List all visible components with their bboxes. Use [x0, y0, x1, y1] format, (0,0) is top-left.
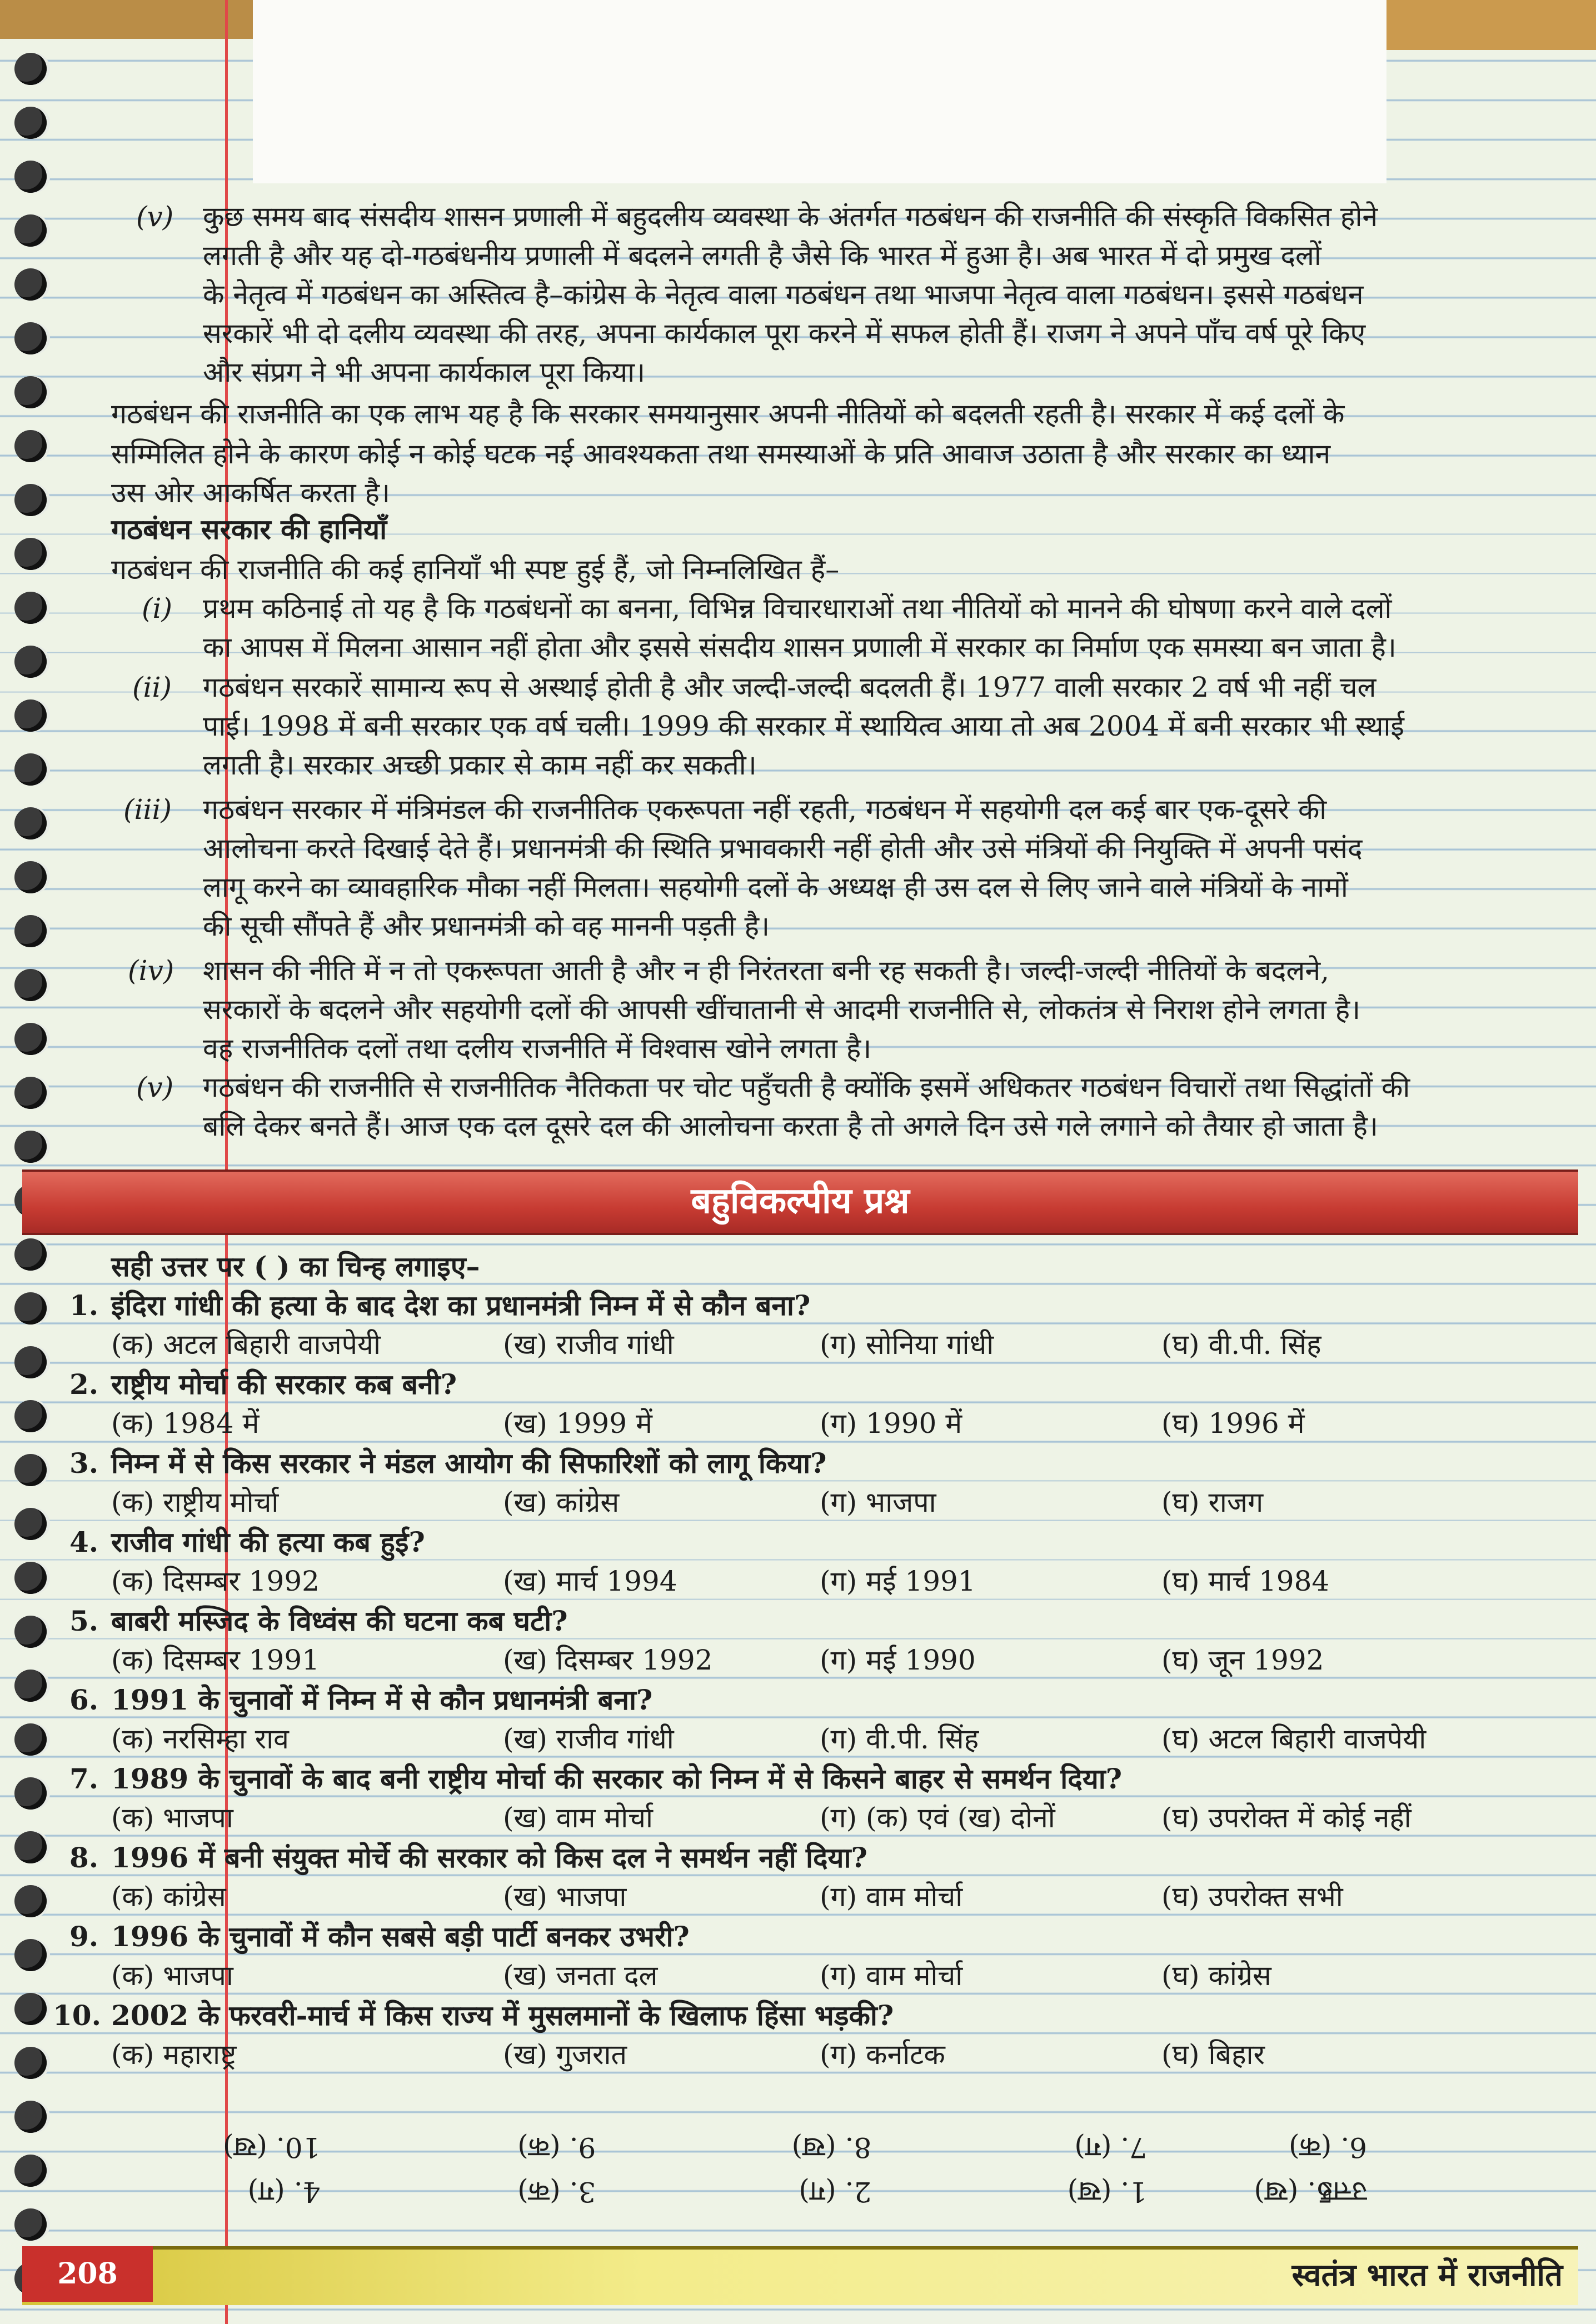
binding-hole [14, 53, 47, 85]
question-number: 10. [53, 1999, 101, 2032]
binding-hole [14, 1454, 47, 1486]
answer-option: (ग) कर्नाटक [820, 2038, 945, 2071]
binding-hole [14, 915, 47, 947]
binding-hole [14, 1670, 47, 1702]
answer-option: (ख) राजीव गांधी [503, 1328, 674, 1361]
answer: 9. (क) [517, 2131, 596, 2163]
item-number: (iv) [128, 954, 174, 987]
text-line: कुछ समय बाद संसदीय शासन प्रणाली में बहुदलीय व्यवस्था के अंतर्गत गठबंधन की राजनीति की संस्कृति विकसित होने [203, 201, 1378, 233]
binding-hole [14, 1346, 47, 1378]
answer-row [89, 2128, 1367, 2167]
answer: 4. (ग) [247, 2176, 321, 2208]
mcq-title: बहुविकल्पीय प्रश्न [691, 1180, 910, 1222]
binding-hole [14, 268, 47, 301]
answer: 5. (ख) [1254, 2176, 1334, 2208]
answer-option: (घ) वी.पी. सिंह [1161, 1328, 1321, 1361]
binding-hole [14, 861, 47, 893]
answer-option: (ग) मई 1991 [820, 1565, 976, 1597]
question-text: 1989 के चुनावों के बाद बनी राष्ट्रीय मोर्चा की सरकार को निम्न में से किसने बाहर से समर्थन दिया? [111, 1762, 1122, 1795]
binding-hole [14, 376, 47, 408]
question-text: 1996 में बनी संयुक्त मोर्चे की सरकार को किस दल ने समर्थन नहीं दिया? [111, 1841, 867, 1874]
mcq-banner [22, 1170, 1578, 1235]
text-line: लगती है। सरकार अच्छी प्रकार से काम नहीं कर सकती। [203, 749, 757, 781]
binding-hole [14, 646, 47, 678]
binding-hole [14, 2047, 47, 2079]
answer-option: (ख) मार्च 1994 [503, 1565, 677, 1597]
answer: 10. (ख) [223, 2131, 321, 2163]
question-text: 1996 के चुनावों में कौन सबसे बड़ी पार्टी बनकर उभरी? [111, 1920, 690, 1953]
answer-option: (क) भाजपा [111, 1802, 233, 1834]
answer-option: (क) 1984 में [111, 1407, 260, 1440]
answer-option: (ख) भाजपा [503, 1881, 627, 1913]
binding-hole [14, 807, 47, 839]
answer-option: (ग) भाजपा [820, 1486, 936, 1518]
binding-hole [14, 1023, 47, 1055]
binding-hole [14, 538, 47, 570]
answer-option: (घ) उपरोक्त में कोई नहीं [1161, 1802, 1412, 1834]
answer-option: (घ) मार्च 1984 [1161, 1565, 1330, 1597]
book-title: स्वतंत्र भारत में राजनीति [1291, 2257, 1563, 2293]
question-text: 1991 के चुनावों में निम्न में से कौन प्रधानमंत्री बना? [111, 1683, 653, 1716]
answer-option: (क) राष्ट्रीय मोर्चा [111, 1486, 279, 1518]
item-number: (i) [142, 592, 173, 624]
binding-hole [14, 1131, 47, 1163]
binding-hole [14, 1831, 47, 1863]
answer-option: (ख) गुजरात [503, 2038, 627, 2071]
question-number: 5. [69, 1605, 99, 1637]
binding-hole [14, 1400, 47, 1432]
binding-hole [14, 107, 47, 139]
answer: 7. (ग) [1074, 2131, 1148, 2163]
question-text: बाबरी मस्जिद के विध्वंस की घटना कब घटी? [111, 1605, 568, 1637]
binding-hole [14, 214, 47, 247]
binding-hole [14, 1723, 47, 1756]
answer-option: (घ) उपरोक्त सभी [1161, 1881, 1343, 1913]
binding-hole [14, 1885, 47, 1917]
text-line: सरकारों के बदलने और सहयोगी दलों की आपसी खींचातानी से आदमी राजनीति से, लोकतंत्र से निराश होने लगता है। [203, 993, 1361, 1026]
answer-option: (क) अटल बिहारी वाजपेयी [111, 1328, 381, 1361]
text-line: और संप्रग ने भी अपना कार्यकाल पूरा किया। [203, 356, 646, 388]
answer-option: (क) दिसम्बर 1991 [111, 1644, 320, 1676]
item-number: (ii) [132, 671, 172, 703]
question-number: 8. [69, 1841, 99, 1874]
answer-option: (ख) दिसम्बर 1992 [503, 1644, 713, 1676]
top-right-tape [1386, 0, 1596, 50]
answer-option: (ख) कांग्रेस [503, 1486, 620, 1518]
binding-hole [14, 2208, 47, 2241]
page-number: 208 [22, 2246, 153, 2302]
question-number: 4. [69, 1526, 99, 1558]
text-line: का आपस में मिलना आसान नहीं होता और इससे संसदीय शासन प्रणाली में सरकार का निर्माण एक समस्या बन जाता है। [203, 631, 1397, 663]
text-line: गठबंधन सरकार में मंत्रिमंडल की राजनीतिक एकरूपता नहीं रहती, गठबंधन में सहयोगी दल कई बार एक-दूसरे की [203, 793, 1327, 826]
answer-row-tail [1167, 2172, 1334, 2211]
question-text: निम्न में से किस सरकार ने मंडल आयोग की सिफारिशों को लागू किया? [111, 1447, 827, 1480]
text-line: आलोचना करते दिखाई देते हैं। प्रधानमंत्री की स्थिति प्रभावकारी नहीं होती और उसे मंत्रियों की नियुक्ति में अपनी पसंद [203, 832, 1363, 864]
question-number: 6. [69, 1683, 99, 1716]
binding-hole [14, 161, 47, 193]
question-number: 7. [69, 1762, 99, 1795]
binding-hole [14, 2155, 47, 2187]
answer-option: (ग) 1990 में [820, 1407, 962, 1440]
question-text: इंदिरा गांधी की हत्या के बाद देश का प्रधानमंत्री निम्न में से कौन बना? [111, 1289, 811, 1322]
answer-option: (घ) कांग्रेस [1161, 1960, 1271, 1992]
answer-option: (घ) जून 1992 [1161, 1644, 1324, 1676]
answer-option: (घ) अटल बिहारी वाजपेयी [1161, 1723, 1427, 1755]
mcq-instruction: सही उत्तर पर ( ) का चिन्ह लगाइए– [111, 1250, 480, 1283]
text-line: लगती है और यह दो-गठबंधनीय प्रणाली में बदलने लगती है जैसे कि भारत में हुआ है। अब भारत में दो प्रमुख दलों [203, 239, 1321, 272]
spiral-binding-holes [0, 0, 61, 2324]
answer: 3. (क) [517, 2176, 596, 2208]
text-line: प्रथम कठिनाई तो यह है कि गठबंधनों का बनना, विभिन्न विचारधाराओं तथा नीतियों को मानने की घोषणा करने वाले दलों [203, 592, 1392, 624]
answer-option: (ग) (क) एवं (ख) दोनों [820, 1802, 1055, 1834]
binding-hole [14, 1993, 47, 2025]
answer: 1. (ख) [1067, 2176, 1148, 2208]
text-line: वह राजनीतिक दलों तथा दलीय राजनीति में विश्वास खोने लगता है। [203, 1032, 872, 1064]
answer-option: (ख) वाम मोर्चा [503, 1802, 653, 1834]
answer-option: (क) दिसम्बर 1992 [111, 1565, 320, 1597]
binding-hole [14, 592, 47, 624]
answer: 6. (क) [1288, 2131, 1367, 2163]
answer-label: उत्तर [1321, 2176, 1367, 2208]
answer-option: (ख) 1999 में [503, 1407, 652, 1440]
binding-hole [14, 1077, 47, 1109]
question-text: राष्ट्रीय मोर्चा की सरकार कब बनी? [111, 1368, 457, 1401]
text-line: गठबंधन की राजनीति की कई हानियाँ भी स्पष्ट हुई हैं, जो निम्नलिखित हैं– [111, 553, 840, 586]
item-number: (v) [136, 1071, 174, 1103]
answer-option: (ख) राजीव गांधी [503, 1723, 674, 1755]
text-line: सम्मिलित होने के कारण कोई न कोई घटक नई आवश्यकता तथा समस्याओं के प्रति आवाज उठाता है और सरकार का ध्यान [111, 438, 1331, 470]
binding-hole [14, 1777, 47, 1810]
text-line: उस ओर आकर्षित करता है। [111, 477, 391, 509]
answer-option: (ग) वी.पी. सिंह [820, 1723, 979, 1755]
binding-hole [14, 699, 47, 732]
top-blank-area [253, 0, 1386, 183]
text-line: गठबंधन की राजनीति का एक लाभ यह है कि सरकार समयानुसार अपनी नीतियों को बदलती रहती है। सरकार में कई दलों के [111, 398, 1345, 430]
answer-option: (ग) वाम मोर्चा [820, 1960, 963, 1992]
question-text: 2002 के फरवरी-मार्च में किस राज्य में मुसलमानों के खिलाफ हिंसा भड़की? [111, 1999, 894, 2032]
binding-hole [14, 1616, 47, 1648]
binding-hole [14, 969, 47, 1001]
answer-option: (क) कांग्रेस [111, 1881, 226, 1913]
text-line: बलि देकर बनते हैं। आज एक दल दूसरे दल की आलोचना करता है तो अगले दिन उसे गले लगाने को तैयार हो जाता है। [203, 1110, 1378, 1142]
binding-hole [14, 1292, 47, 1325]
question-text: राजीव गांधी की हत्या कब हुई? [111, 1526, 425, 1558]
question-number: 3. [69, 1447, 99, 1480]
text-line: पाई। 1998 में बनी सरकार एक वर्ष चली। 1999 की सरकार में स्थायित्व आया तो अब 2004 में बनी सरकार भी स्थाई [203, 710, 1404, 742]
answer: 2. (ग) [799, 2176, 872, 2208]
answer: 8. (ख) [791, 2131, 872, 2163]
text-line: गठबंधन की राजनीति से राजनीतिक नैतिकता पर चोट पहुँचती है क्योंकि इसमें अधिकतर गठबंधन विचारों तथा सिद्धांतों की [203, 1071, 1410, 1103]
intro-item-number: (v) [136, 201, 174, 233]
binding-hole [14, 2101, 47, 2133]
answer-option: (क) महाराष्ट्र [111, 2038, 237, 2071]
answer-option: (घ) बिहार [1161, 2038, 1265, 2071]
text-line: गठबंधन सरकारें सामान्य रूप से अस्थाई होती है और जल्दी-जल्दी बदलती हैं। 1977 वाली सरकार 2 वर्ष भी नहीं चल [203, 671, 1376, 703]
text-line: शासन की नीति में न तो एकरूपता आती है और न ही निरंतरता बनी रह सकती है। जल्दी-जल्दी नीतियों के बदलने, [203, 954, 1329, 987]
binding-hole [14, 1939, 47, 1971]
question-number: 2. [69, 1368, 99, 1401]
section-heading: गठबंधन सरकार की हानियाँ [111, 513, 387, 546]
answer-option: (घ) राजग [1161, 1486, 1264, 1518]
binding-hole [14, 484, 47, 516]
answer-option: (ख) जनता दल [503, 1960, 658, 1992]
text-line: की सूची सौंपते हैं और प्रधानमंत्री को वह माननी पड़ती है। [203, 910, 770, 942]
text-line: लागू करने का व्यावहारिक मौका नहीं मिलता। सहयोगी दलों के अध्यक्ष ही उस दल से लिए जाने वाले मंत्रियों के नामों [203, 871, 1348, 903]
binding-hole [14, 1238, 47, 1271]
answer-option: (ग) मई 1990 [820, 1644, 976, 1676]
item-number: (iii) [123, 793, 172, 826]
text-line: के नेतृत्व में गठबंधन का अस्तित्व है–कांग्रेस के नेतृत्व वाला गठबंधन तथा भाजपा नेतृत्व वाला गठबंधन। इससे गठबंधन [203, 278, 1364, 311]
binding-hole [14, 753, 47, 786]
answer-option: (घ) 1996 में [1161, 1407, 1305, 1440]
answer-option: (ग) वाम मोर्चा [820, 1881, 963, 1913]
question-number: 1. [69, 1289, 99, 1322]
answer-option: (ग) सोनिया गांधी [820, 1328, 994, 1361]
binding-hole [14, 1562, 47, 1594]
answer-option: (क) भाजपा [111, 1960, 233, 1992]
binding-hole [14, 430, 47, 462]
binding-hole [14, 1508, 47, 1540]
answer-option: (क) नरसिम्हा राव [111, 1723, 289, 1755]
question-number: 9. [69, 1920, 99, 1953]
binding-hole [14, 322, 47, 354]
text-line: सरकारें भी दो दलीय व्यवस्था की तरह, अपना कार्यकाल पूरा करने में सफल होती हैं। राजग ने अपने पाँच वर्ष पूरे किए [203, 317, 1366, 349]
